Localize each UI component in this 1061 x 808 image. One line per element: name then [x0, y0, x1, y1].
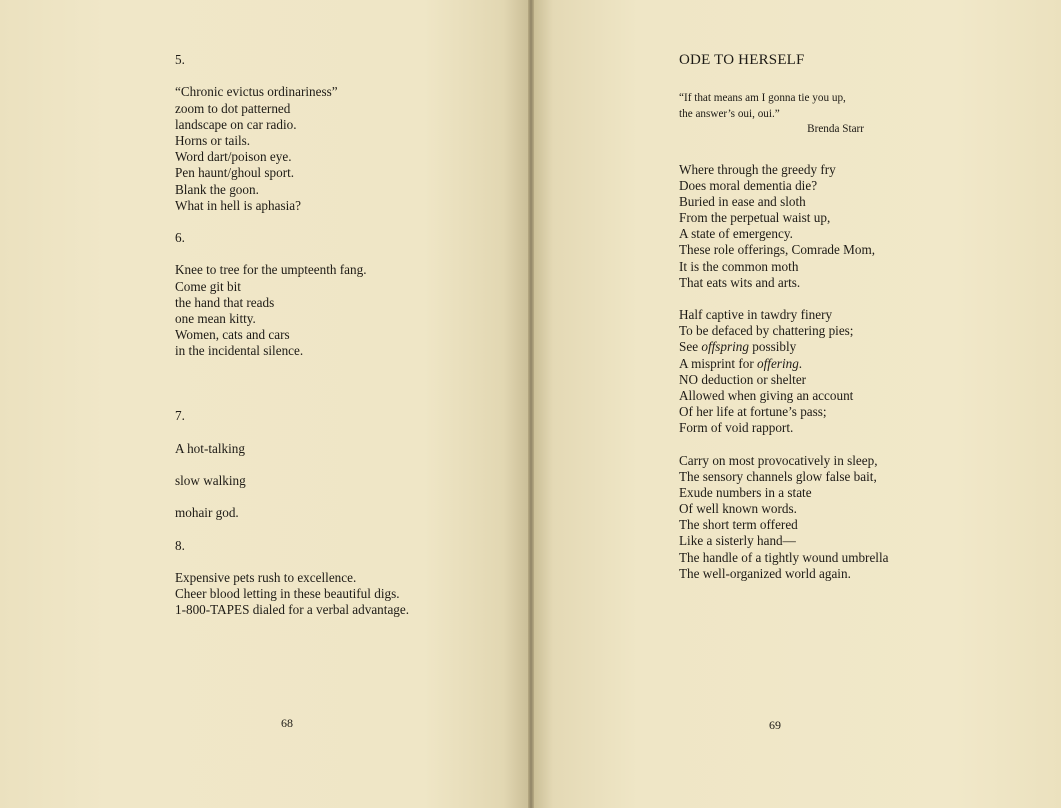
poem-line: Knee to tree for the umpteenth fang. [175, 262, 367, 278]
poem-line: The sensory channels glow false bait, [679, 468, 877, 484]
poem-line: What in hell is aphasia? [175, 197, 301, 213]
poem-line: Exude numbers in a state [679, 484, 812, 500]
poem-line: A state of emergency. [679, 226, 793, 242]
poem-line: That eats wits and arts. [679, 274, 801, 290]
poem-line: A misprint for offering. [679, 355, 803, 371]
poem-line: Does moral dementia die? [679, 177, 818, 193]
poem-line: 1-800-TAPES dialed for a verbal advantage. [175, 602, 410, 618]
section-number: 8. [175, 537, 185, 553]
poem-line: Pen haunt/ghoul sport. [175, 165, 295, 181]
stanza [679, 307, 1009, 437]
poem-line: Word dart/poison eye. [175, 149, 292, 165]
poem-line: Of her life at fortune’s pass; [679, 404, 827, 420]
poem-line: Allowed when giving an account [679, 387, 854, 403]
poem-line: The handle of a tightly wound umbrella [679, 549, 889, 565]
left-page-text [175, 52, 505, 619]
epigraph [679, 91, 1009, 138]
poem-line: the hand that reads [175, 294, 275, 310]
epigraph-line: the answer’s oui, oui.” [679, 107, 780, 120]
book-gutter [528, 0, 534, 808]
poem-line: NO deduction or shelter [679, 371, 807, 387]
section-number: 6. [175, 230, 185, 246]
poem-title: ODE TO HERSELF [679, 52, 805, 68]
poem-line: A hot-talking [175, 440, 245, 456]
poem-line: Horns or tails. [175, 132, 251, 148]
poem-line: Cheer blood letting in these beautiful digs. [175, 586, 400, 602]
poem-line: Like a sisterly hand— [679, 533, 796, 549]
poem-line: in the incidental silence. [175, 343, 304, 359]
poem-line: Expensive pets rush to excellence. [175, 570, 357, 585]
poem-line: mohair god. [175, 505, 239, 521]
poem-line: See offspring possibly [679, 339, 797, 355]
poem-line: Of well known words. [679, 501, 797, 517]
poem-line: slow walking [175, 472, 246, 488]
poem-line: To be defaced by chattering pies; [679, 323, 854, 339]
section-number: 7. [175, 408, 185, 424]
poem-line: The short term offered [679, 517, 798, 533]
poem-line: Women, cats and cars [175, 327, 290, 343]
stanza [679, 453, 1009, 583]
poem-line: landscape on car radio. [175, 116, 297, 132]
stanza [679, 162, 1009, 292]
poem-line: “Chronic evictus ordinariness” [175, 84, 338, 100]
poem-line: These role offerings, Comrade Mom, [679, 242, 876, 258]
italic-word-offspring: offspring [701, 339, 749, 355]
page-number-left: 68 [281, 716, 293, 730]
epigraph-attribution: Brenda Starr [807, 123, 864, 135]
poem-line: Carry on most provocatively in sleep, [679, 452, 878, 468]
epigraph-line: “If that means am I gonna tie you up, [679, 92, 846, 104]
poem-line: Form of void rapport. [679, 420, 794, 436]
poem-line: Where through the greedy fry [679, 161, 836, 177]
right-page-text [679, 52, 1009, 582]
page-number-right: 69 [769, 718, 781, 732]
poem-line: The well-organized world again. [679, 565, 851, 581]
poem-line: It is the common moth [679, 258, 799, 274]
poem-line: Blank the goon. [175, 181, 259, 197]
poem-line: Buried in ease and sloth [679, 193, 806, 209]
poem-line: one mean kitty. [175, 311, 256, 326]
poem-line: Come git bit [175, 278, 241, 294]
poem-line: From the perpetual waist up, [679, 210, 831, 226]
italic-word-offering: offering [757, 355, 799, 371]
poem-line: zoom to dot patterned [175, 100, 291, 116]
poem-line: Half captive in tawdry finery [679, 307, 833, 322]
section-number: 5. [175, 52, 185, 67]
